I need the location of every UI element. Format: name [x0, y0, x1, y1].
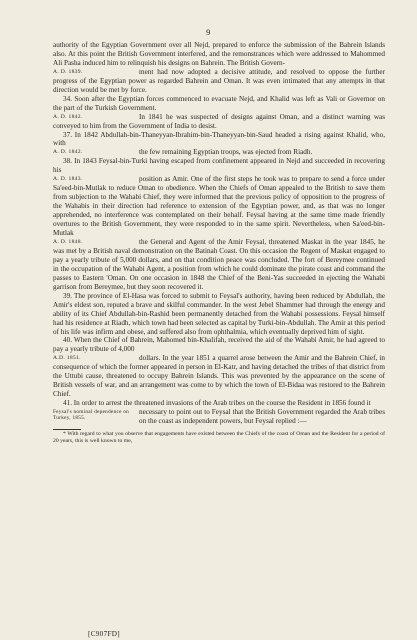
page-number: 9 [206, 27, 211, 37]
paragraph-38-cont: A. D. 1843. position as Amir. One of the first steps he took was to prepare to send a force under Sa'eed-bin-Mutlak to reduce Oman to obedience. When the Chiefs of Oman appealed to the British to save them from subjection to the Wahabi Chief, they were informed that the previous policy of opposition to the progress of the Wahabis in their direction had reference to extension of the Egyptian power, and, as that was no longer apprehended, no interference was contemplated on their behalf. Feysal having at the same time made friendly overtures to the British Government, they were responded to in the same spirit. Nevertheless, when Sa'eed-bin-Mutlak [53, 175, 385, 238]
paragraph-38: 38. In 1843 Feysal-bin-Turki having escaped from confinement appeared in Nejd and succeeded in recovering his [53, 157, 386, 175]
side-note: A.D. 1851. [53, 355, 81, 362]
paragraph-1: authority of the Egyptian Government over all Nejd, prepared to enforce the submission of the Bahrein Islands also. At this point the British Government interfered, and the remonstrances which were addressed to Mahommed Ali Pasha induced him to relinquish his designs on Bahrein. The British Govern- [53, 41, 385, 67]
paragraph-34: 34. Soon after the Egyptian forces commenced to evacuate Nejd, and Khalid was left as Vali or Governor on the part of the Turkish Government. [53, 94, 385, 112]
footnote-rule [53, 429, 81, 430]
printer-code: [C907FD] [88, 630, 120, 638]
side-note: A. D. 1842. [53, 149, 83, 156]
side-note: A. D. 1839. [53, 68, 83, 75]
paragraph-39: 39. The province of El-Hasa was forced to submit to Feysal's authority, having been reduced by Abdullah, the Amir's eldest son, reputed a brave and skilful commander. In the west Jebel Shammer had through the energy and ability of its Chief Abdullah-bin-Rashid been permanently detached from the Wahabi possessions. Feysal himself had his residence at Riadh, which town had been selected as capital by Turki-bin-Abdullah. The Amir at this period of his life was infirm and obese, and suffered also from ophthalmia, which eventually deprived him of sight. [53, 291, 385, 336]
paragraph-37-cont: A. D. 1842. the few remaining Egyptian troops, was ejected from Riadh. [53, 148, 313, 157]
paragraph-34-cont: A. D. 1842. In 1841 he was suspected of designs against Oman, and a distinct warning was conveyed to him from the Government of India to desist. [53, 112, 385, 130]
paragraph-2: A. D. 1839. ment had now adopted a decisive attitude, and resolved to oppose the further progress of the Egyptian power as regarded Bahrein and Oman. It was even intimated that any attempts in that direction would be met by force. [53, 67, 385, 94]
side-note: A. D. 1842. [53, 113, 83, 120]
paragraph-38-cont-2: A. D. 1848. the General and Agent of the Amir Feysal, threatened Maskat in the year 1845, he was met by a British naval demonstration on the Batinah Coast. On this occasion the Regent of Maskat engaged to pay a yearly tribute of 5,000 dollars, and on that condition peace was concluded. The fort of Bereymee continued in the occupation of the Wahabi Agent, a position from which he could dominate the pirate coast and command the passes to Eastern 'Oman. On one occasion in 1848 the Chief of the Beni-Yas succeeded in ejecting the Wahabi garrison from Bereymee, but they soon recovered it. [53, 237, 385, 291]
document-body [53, 41, 385, 445]
paragraph-40: 40. When the Chief of Bahrein, Mahomed bin-Khalifah, received the aid of the Wahabi Amir, he had agreed to pay a yearly tribute of 4,000 [53, 336, 385, 354]
side-note: Feysal's nominal dependence on Turkey, 1855. [53, 409, 130, 422]
paragraph-37: 37. In 1842 Abdullah-bin-Thaneyyan-Ibrahim-bin-Thaneyyan-bin-Saud headed a rising against Khalid, who, with [53, 130, 386, 148]
paragraph-41: 41. In order to arrest the threatened invasions of the Arab tribes on the course the Resident in 1856 found it [63, 399, 371, 408]
side-note: A. D. 1848. [53, 238, 83, 245]
footnote: * With regard to what you observe that engagements have existed between the Chiefs of the coast of Oman and the Resident for a period of 20 years, this is well known to me, [53, 430, 385, 444]
paragraph-41-cont: Feysal's nominal dependence on Turkey, 1855. necessary to point out to Feysal that the British Government regarded the Arab tribes on the coast as independent powers, but Feysal replied :— [53, 408, 385, 426]
side-note: A. D. 1843. [53, 176, 83, 183]
paragraph-40-cont: A.D. 1851. dollars. In the year 1851 a quarrel arose between the Amir and the Bahrein Chief, in consequence of which the former appeared in person in El-Katr, and having detached the tribes of that district from the Uttubi cause, threatened to occupy Bahrein Islands. This was prevented by the appearance on the scene of British vessels of war, and an arrangement was come to by which the town of El-Bidaa was restored to the Bahrein Chief. [53, 354, 385, 399]
